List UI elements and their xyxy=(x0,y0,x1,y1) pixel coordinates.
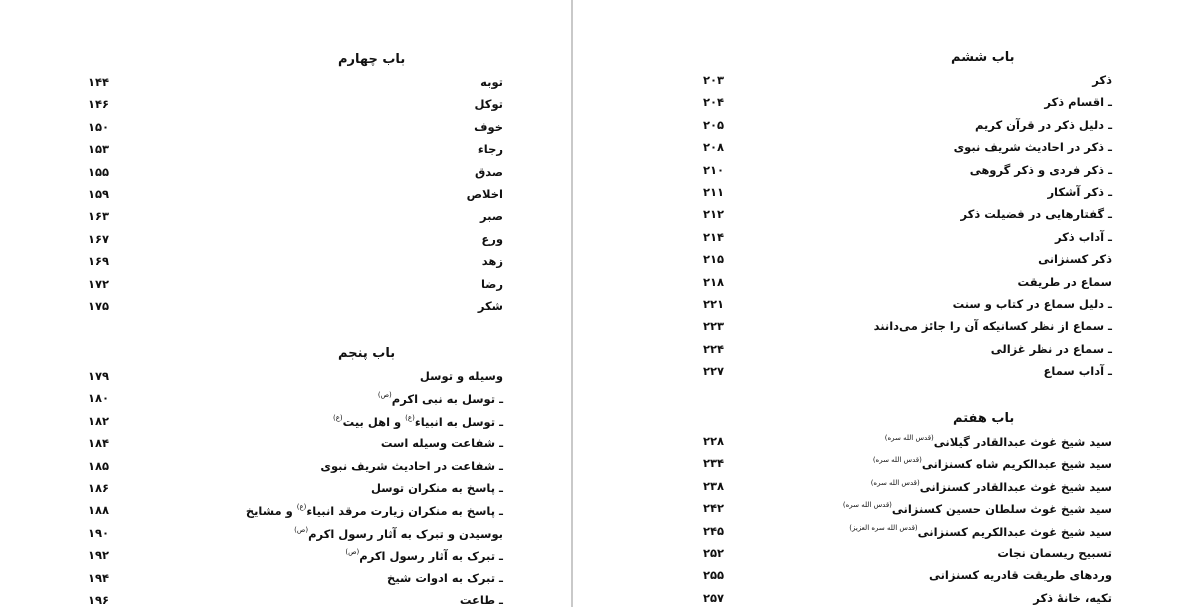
toc-entry xyxy=(573,479,1178,499)
toc-entry xyxy=(0,414,571,434)
toc-entry-title xyxy=(378,391,503,406)
toc-entry xyxy=(573,524,1178,544)
toc-entry-page-number: ۱۵۰ xyxy=(88,119,110,134)
toc-entry-page-number: ۲۰۵ xyxy=(703,117,725,132)
toc-entry-title xyxy=(1018,275,1112,289)
toc-entry-title xyxy=(1092,73,1112,87)
toc-entry xyxy=(0,232,571,252)
entry-title-text: توبه xyxy=(480,75,503,89)
toc-entry xyxy=(573,546,1178,566)
toc-entry-page-number: ۲۴۵ xyxy=(703,523,725,538)
toc-entry-page-number: ۲۰۸ xyxy=(703,140,725,155)
toc-entry-title xyxy=(953,297,1112,311)
left-page xyxy=(0,0,571,607)
toc-entry-title xyxy=(480,209,503,223)
toc-entry xyxy=(573,456,1178,476)
toc-entry-page-number: ۱۸۸ xyxy=(88,503,110,518)
toc-entry-page-number: ۱۷۹ xyxy=(88,369,110,383)
toc-entry xyxy=(0,369,571,389)
toc-entry-page-number: ۲۱۲ xyxy=(703,207,725,222)
toc-entry-page-number: ۲۳۴ xyxy=(703,456,725,471)
toc-entry xyxy=(573,568,1178,588)
toc-entry-title xyxy=(371,481,503,495)
toc-entry xyxy=(0,548,571,568)
entry-title-text: وردهای طریقت قادریه کسنزانی xyxy=(928,568,1112,583)
toc-entry xyxy=(573,434,1178,454)
toc-entry-title xyxy=(387,571,503,585)
toc-entry-title xyxy=(885,434,1112,449)
toc-entry xyxy=(0,299,571,319)
toc-entry-page-number: ۲۳۸ xyxy=(703,478,725,493)
toc-entry-title xyxy=(1038,252,1112,266)
toc-entry xyxy=(573,140,1178,160)
toc-entry-page-number: ۱۶۷ xyxy=(88,231,110,246)
entry-title-text: رجاء xyxy=(477,142,503,157)
entry-title-text: سماع در طریقت xyxy=(1017,274,1112,289)
toc-entry xyxy=(0,75,571,95)
toc-entry-title xyxy=(843,501,1112,516)
toc-entry-page-number: ۲۴۲ xyxy=(703,501,725,516)
entry-honorific: (ع) xyxy=(333,413,343,422)
entry-title-text: تکیه، خانهٔ ذکر xyxy=(1033,590,1112,605)
toc-entry-title xyxy=(475,165,503,179)
toc-entry xyxy=(0,165,571,185)
toc-entry-title xyxy=(970,163,1112,177)
toc-entry xyxy=(573,364,1178,384)
toc-entry xyxy=(573,207,1178,227)
toc-entry-title xyxy=(320,459,503,473)
entry-title-text: ـ سماع از نظر کسانیکه آن را جائز می‌دانند xyxy=(873,319,1112,334)
entry-title-text: ـ سماع در نظر غزالی xyxy=(990,341,1112,356)
toc-entry-title xyxy=(997,546,1112,560)
entry-title-text: ـ شفاعت وسیله است xyxy=(380,436,503,451)
entry-title-text: تسبیح ریسمان نجات xyxy=(997,546,1112,560)
toc-entry-page-number: ۲۲۳ xyxy=(703,319,725,334)
toc-entry-title xyxy=(929,568,1112,582)
toc-entry-page-number: ۱۸۴ xyxy=(88,436,110,451)
entry-title-text: ذکر کسنزانی xyxy=(1038,252,1112,267)
toc-entry xyxy=(573,591,1178,611)
toc-entry xyxy=(0,436,571,456)
toc-entry xyxy=(573,342,1178,362)
toc-entry xyxy=(573,252,1178,272)
entry-title-text: ـ دلیل ذکر در قرآن کریم xyxy=(974,117,1112,132)
toc-entry-page-number: ۲۵۵ xyxy=(703,568,725,583)
toc-entry-title xyxy=(1047,185,1112,199)
toc-entry-title xyxy=(849,524,1112,539)
entry-title-text: ـ تبرک به ادوات شیخ xyxy=(387,570,503,585)
toc-entry-title xyxy=(460,593,503,607)
toc-entry-page-number: ۲۲۱ xyxy=(703,297,725,311)
entry-title-text: ذکر xyxy=(1092,73,1112,87)
entry-title-text: ـ دلیل سماع در کتاب و سنت xyxy=(952,297,1112,311)
entry-title-text: ـ گفتارهایی در فضیلت ذکر xyxy=(960,207,1112,222)
toc-entry-page-number: ۱۴۶ xyxy=(88,97,110,112)
entry-title-text: زهد xyxy=(481,254,503,269)
toc-entry-title xyxy=(333,414,503,429)
toc-entry xyxy=(0,97,571,117)
toc-entry-page-number: ۲۱۰ xyxy=(703,162,725,177)
toc-entry xyxy=(573,297,1178,317)
toc-entry-page-number: ۱۷۵ xyxy=(88,299,110,313)
toc-entry-title xyxy=(345,548,503,563)
toc-entry-page-number: ۱۸۰ xyxy=(88,391,110,406)
toc-entry xyxy=(0,187,571,207)
section-heading-chapter-5: باب پنجم xyxy=(338,346,396,361)
toc-entry-title xyxy=(475,97,503,111)
toc-entry-title xyxy=(1033,591,1112,605)
section-heading-chapter-7: باب هفتم xyxy=(953,411,1015,426)
toc-entry-page-number: ۱۵۹ xyxy=(88,187,110,201)
entry-title-text: ـ تبرک به آثار رسول اکرم xyxy=(359,549,503,564)
toc-entry-title xyxy=(954,140,1112,154)
entry-title-text: ـ پاسخ به منکران زیارت مرقد انبیاء xyxy=(306,504,503,519)
toc-entry-page-number: ۱۸۲ xyxy=(88,413,110,428)
toc-entry-title xyxy=(381,436,503,450)
toc-entry xyxy=(0,277,571,297)
toc-entry xyxy=(0,593,571,613)
entry-honorific: (قدس الله سره) xyxy=(870,478,920,487)
section-heading-chapter-6: باب ششم xyxy=(951,50,1015,65)
toc-entry xyxy=(0,142,571,162)
entry-title-continuation: و اهل بیت xyxy=(342,414,406,429)
entry-title-text: ـ پاسخ به منکران توسل xyxy=(371,481,503,495)
entry-title-text: سید شیخ غوث عبدالکریم کسنزانی xyxy=(917,524,1112,539)
toc-entry xyxy=(0,391,571,411)
entry-title-text: سید شیخ غوث عبدالقادر کسنزانی xyxy=(919,479,1112,494)
toc-entry-title xyxy=(294,526,503,541)
entry-title-text: اخلاص xyxy=(466,187,503,201)
entry-title-text: وسیله و توسل xyxy=(419,369,503,383)
entry-title-text: سید شیخ عبدالکریم شاه کسنزانی xyxy=(921,457,1112,472)
toc-entry xyxy=(573,95,1178,115)
toc-entry-page-number: ۱۹۶ xyxy=(88,593,110,607)
entry-honorific: (ع) xyxy=(405,413,415,422)
toc-entry xyxy=(0,209,571,229)
toc-entry-page-number: ۱۹۴ xyxy=(88,570,110,585)
entry-title-text: ـ شفاعت در احادیث شریف نبوی xyxy=(320,458,503,473)
toc-entry-title xyxy=(991,342,1112,356)
toc-entry-page-number: ۲۲۷ xyxy=(703,364,725,379)
toc-entry-page-number: ۱۸۶ xyxy=(88,481,110,495)
toc-entry-page-number: ۲۰۴ xyxy=(703,95,725,110)
toc-entry-title xyxy=(478,142,503,156)
toc-entry-title xyxy=(871,479,1112,494)
entry-honorific: (ع) xyxy=(296,503,307,512)
toc-entry xyxy=(0,526,571,546)
toc-entry-title xyxy=(474,120,503,134)
toc-entry xyxy=(0,459,571,479)
toc-entry-page-number: ۱۵۳ xyxy=(88,142,110,157)
right-page xyxy=(573,0,1178,607)
toc-entry-page-number: ۱۵۵ xyxy=(88,164,110,179)
entry-title-text: رضا xyxy=(480,276,503,291)
toc-entry-title xyxy=(975,118,1112,132)
toc-entry xyxy=(0,481,571,501)
toc-entry-title xyxy=(482,254,503,268)
toc-entry-title xyxy=(874,319,1112,333)
toc-entry-page-number: ۲۱۸ xyxy=(703,274,725,289)
toc-entry xyxy=(573,501,1178,521)
toc-entry xyxy=(573,163,1178,183)
toc-entry-title xyxy=(480,75,503,89)
entry-honorific: (ص) xyxy=(377,391,392,400)
toc-entry xyxy=(573,230,1178,250)
toc-entry-page-number: ۲۵۷ xyxy=(703,590,725,605)
toc-entry-page-number: ۲۱۱ xyxy=(703,185,725,199)
entry-title-text: بوسیدن و تبرک به آثار رسول اکرم xyxy=(308,526,503,541)
toc-entry xyxy=(573,275,1178,295)
toc-entry-page-number: ۱۶۳ xyxy=(88,209,110,224)
toc-entry-page-number: ۱۹۰ xyxy=(88,525,110,540)
toc-entry-title xyxy=(481,232,503,246)
toc-entry xyxy=(0,120,571,140)
toc-entry-page-number: ۲۵۲ xyxy=(703,546,725,560)
toc-entry-page-number: ۱۹۲ xyxy=(88,548,110,563)
toc-entry-page-number: ۱۶۹ xyxy=(88,254,110,269)
toc-entry-page-number: ۲۲۴ xyxy=(703,341,725,356)
toc-entry-page-number: ۲۱۵ xyxy=(703,252,725,267)
toc-entry xyxy=(0,571,571,591)
entry-title-text: صبر xyxy=(480,209,503,224)
toc-entry-page-number: ۱۷۲ xyxy=(88,276,110,291)
entry-title-text: ـ ذکر فردی و ذکر گروهی xyxy=(969,162,1112,177)
toc-entry-title xyxy=(481,277,503,291)
toc-entry xyxy=(573,118,1178,138)
toc-entry-title xyxy=(1044,364,1112,378)
toc-entry xyxy=(0,503,571,523)
entry-title-text: ـ ذکر در احادیث شریف نبوی xyxy=(953,140,1112,155)
toc-entry-page-number: ۱۴۴ xyxy=(88,75,110,89)
toc-entry-page-number: ۱۸۵ xyxy=(88,458,110,473)
entry-honorific: (قدس الله سره العزیز) xyxy=(849,523,918,532)
toc-entry-title xyxy=(1055,230,1112,244)
toc-entry xyxy=(573,319,1178,339)
toc-entry-title xyxy=(420,369,503,383)
entry-title-text: شکر xyxy=(477,299,503,313)
toc-entry-title xyxy=(873,456,1112,471)
toc-entry-title xyxy=(246,503,503,518)
entry-title-text: صدق xyxy=(474,164,503,179)
entry-title-text: ـ ذکر آشکار xyxy=(1047,185,1112,199)
entry-title-text: ـ طاعت xyxy=(459,593,503,607)
entry-title-text: توکل xyxy=(474,97,503,112)
entry-title-text: سید شیخ غوث عبدالقادر گیلانی xyxy=(933,435,1112,449)
toc-entry xyxy=(0,254,571,274)
entry-honorific: (قدس الله سره) xyxy=(842,501,892,510)
entry-title-text: ـ آداب سماع xyxy=(1043,364,1112,379)
entry-honorific: (قدس الله سره) xyxy=(872,456,922,465)
entry-title-text: ـ آداب ذکر xyxy=(1054,229,1112,244)
entry-title-continuation: و مشایخ xyxy=(245,504,297,519)
toc-entry xyxy=(573,185,1178,205)
toc-entry-title xyxy=(961,207,1112,221)
entry-title-text: سید شیخ غوث سلطان حسین کسنزانی xyxy=(891,502,1112,517)
toc-entry-title xyxy=(1044,95,1112,109)
toc-entry-title xyxy=(478,299,503,313)
toc-entry-page-number: ۲۱۴ xyxy=(703,229,725,244)
entry-honorific: (ص) xyxy=(294,525,309,534)
toc-entry-title xyxy=(467,187,503,201)
entry-honorific: (ص) xyxy=(345,548,360,557)
entry-title-text: خوف xyxy=(474,119,503,134)
entry-honorific: (قدس الله سره) xyxy=(884,434,934,442)
toc-entry-page-number: ۲۲۸ xyxy=(703,434,725,448)
entry-title-text: ورع xyxy=(481,231,503,246)
entry-title-text: ـ توسل به نبی اکرم xyxy=(391,392,503,407)
toc-entry xyxy=(573,73,1178,93)
entry-title-text: ـ توسل به انبیاء xyxy=(414,414,503,429)
entry-title-text: ـ اقسام ذکر xyxy=(1044,95,1112,110)
toc-entry-page-number: ۲۰۳ xyxy=(703,73,725,87)
section-heading-chapter-4: باب چهارم xyxy=(338,52,406,67)
